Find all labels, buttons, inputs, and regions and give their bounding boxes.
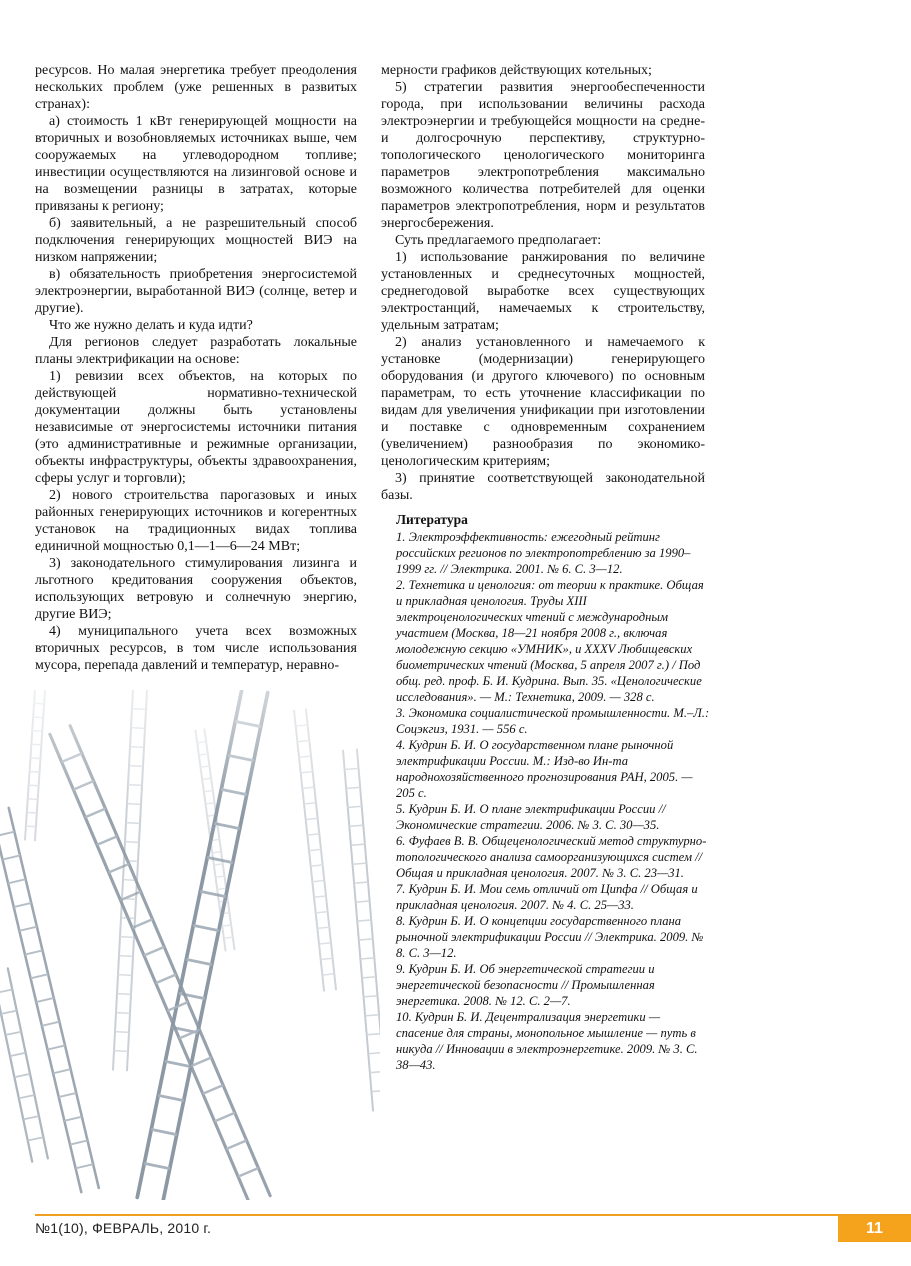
paragraph: 5) стратегии развития энергообеспеченности города, при использовании величины расхода электроэнергии и требующейся мощности на средне- и долгосрочную перспективу, структурно-топологического ценологического мониторинга параметров электропотребления максимально возможного количества потребителей для оценки параметров электропотребления, норм и результатов энергосбережения.: [381, 80, 705, 231]
paragraph: в) обязательность приобретения энергосистемой электроэнергии, выработанной ВИЭ (солнце, ветер и другие).: [35, 267, 357, 316]
literature-section: [396, 512, 710, 1073]
paragraph: Для регионов следует разработать локальные планы электрификации на основе:: [35, 335, 357, 367]
page-number-badge: 11: [838, 1216, 911, 1242]
paragraph: 3) принятие соответствующей законодательной базы.: [381, 471, 705, 503]
paragraph: б) заявительный, а не разрешительный способ подключения генерирующих мощностей ВИЭ на низком напряжении;: [35, 216, 357, 265]
literature-item: 4. Кудрин Б. И. О государственном плане рыночной электрификации России. М.: Изд-во Ин-та народнохозяйственного прогнозирования РАН, 2005. — 205 с.: [396, 738, 693, 800]
literature-item: 1. Электроэффективность: ежегодный рейтинг российских регионов по электропотреблению за 1990–1999 гг. // Электрика. 2001. № 6. С. 3—12.: [396, 530, 691, 576]
paragraph: 4) муниципального учета всех возможных вторичных ресурсов, в том числе использования мусора, перепада давлений и температур, неравно-: [35, 624, 357, 673]
ladders-illustration: [0, 690, 380, 1200]
right-text-column: [381, 62, 705, 504]
literature-item: 10. Кудрин Б. И. Децентрализация энергетики — спасение для страны, монопольное мышление — путь в никуда // Инновации в электроэнергетике. 2009. № 3. С. 38—43.: [396, 1010, 698, 1072]
paragraph: ресурсов. Но малая энергетика требует преодоления нескольких проблем (уже решенных в развитых странах):: [35, 63, 357, 112]
literature-list: [396, 529, 710, 1073]
paragraph: а) стоимость 1 кВт генерирующей мощности на вторичных и возобновляемых источниках выше, чем сооружаемых на углеводородном топливе; инвестиции осуществляются на лизинговой основе и на возмещении разницы в затратах, которые привязаны к региону;: [35, 114, 357, 214]
literature-item: 5. Кудрин Б. И. О плане электрификации России // Экономические стратегии. 2006. № 3. С. 30—35.: [396, 802, 666, 832]
literature-item: 7. Кудрин Б. И. Мои семь отличий от Ципфа // Общая и прикладная ценология. 2007. № 4. С. 25—33.: [396, 882, 698, 912]
paragraph: 1) ревизии всех объектов, на которых по действующей нормативно-технической документации должны быть установлены независимые от энергосистемы источники питания (это административные и режимные организации, объекты инфраструктуры, объекты здравоохранения, сферы услуг и торговли);: [35, 369, 357, 486]
issue-info: №1(10), ФЕВРАЛЬ, 2010 г.: [35, 1220, 212, 1236]
paragraph: Что же нужно делать и куда идти?: [49, 318, 253, 333]
paragraph: Суть предлагаемого предполагает:: [395, 233, 602, 248]
literature-item: 8. Кудрин Б. И. О концепции государственного плана рыночной электрификации России // Электрика. 2009. № 8. С. 3—12.: [396, 914, 704, 960]
paragraph: 1) использование ранжирования по величине установленных и среднесуточных мощностей, среднегодовой выработке всех существующих электростанций, намечаемых к строительству, удельным затратам;: [381, 250, 705, 333]
literature-item: 3. Экономика социалистической промышленности. М.–Л.: Соцэкгиз, 1931. — 556 с.: [396, 706, 710, 736]
paragraph: 3) законодательного стимулирования лизинга и льготного кредитования сооружения объектов, использующих ветровую и солнечную энергию, другие ВИЭ;: [35, 556, 357, 622]
literature-item: 2. Технетика и ценология: от теории к практике. Общая и прикладная ценология. Труды XIII электроценологических чтений с международным участием (Москва, 18—21 ноября 2008 г., включая молодежную секцию «УМНИК», и XXXV Любищевских биометрических чтений (Москва, 5 апреля 2007 г.) / Под общ. ред. проф. Б. И. Кудрина. Вып. 35. «Ценологические исследования». — М.: Технетика, 2009. — 328 с.: [396, 578, 704, 704]
literature-item: 9. Кудрин Б. И. Об энергетической стратегии и энергетической безопасности // Промышленная энергетика. 2008. № 12. С. 2—7.: [396, 962, 655, 1008]
paragraph: 2) нового строительства парогазовых и иных районных генерирующих источников и когерентных установок на традиционных видах топлива единичной мощностью 0,1—1—6—24 МВт;: [35, 488, 357, 554]
literature-item: 6. Фуфаев В. В. Общеценологический метод структурно-топологического анализа самоорганизующихся систем // Общая и прикладная ценология. 2007. № 3. С. 23—31.: [396, 834, 707, 880]
footer-rule: [35, 1214, 911, 1216]
literature-heading: Литература: [396, 512, 468, 527]
left-text-column: [35, 62, 357, 674]
paragraph: 2) анализ установленного и намечаемого к установке (модернизации) генерирующего оборудования (и другого ключевого) по основным параметрам, то есть уточнение классификации по видам для увеличения унификации при изготовлении и поставке с одновременным сохранением (увеличением) разнообразия по экономико-ценологическим критериям;: [381, 335, 705, 469]
paragraph: мерности графиков действующих котельных;: [381, 63, 652, 78]
